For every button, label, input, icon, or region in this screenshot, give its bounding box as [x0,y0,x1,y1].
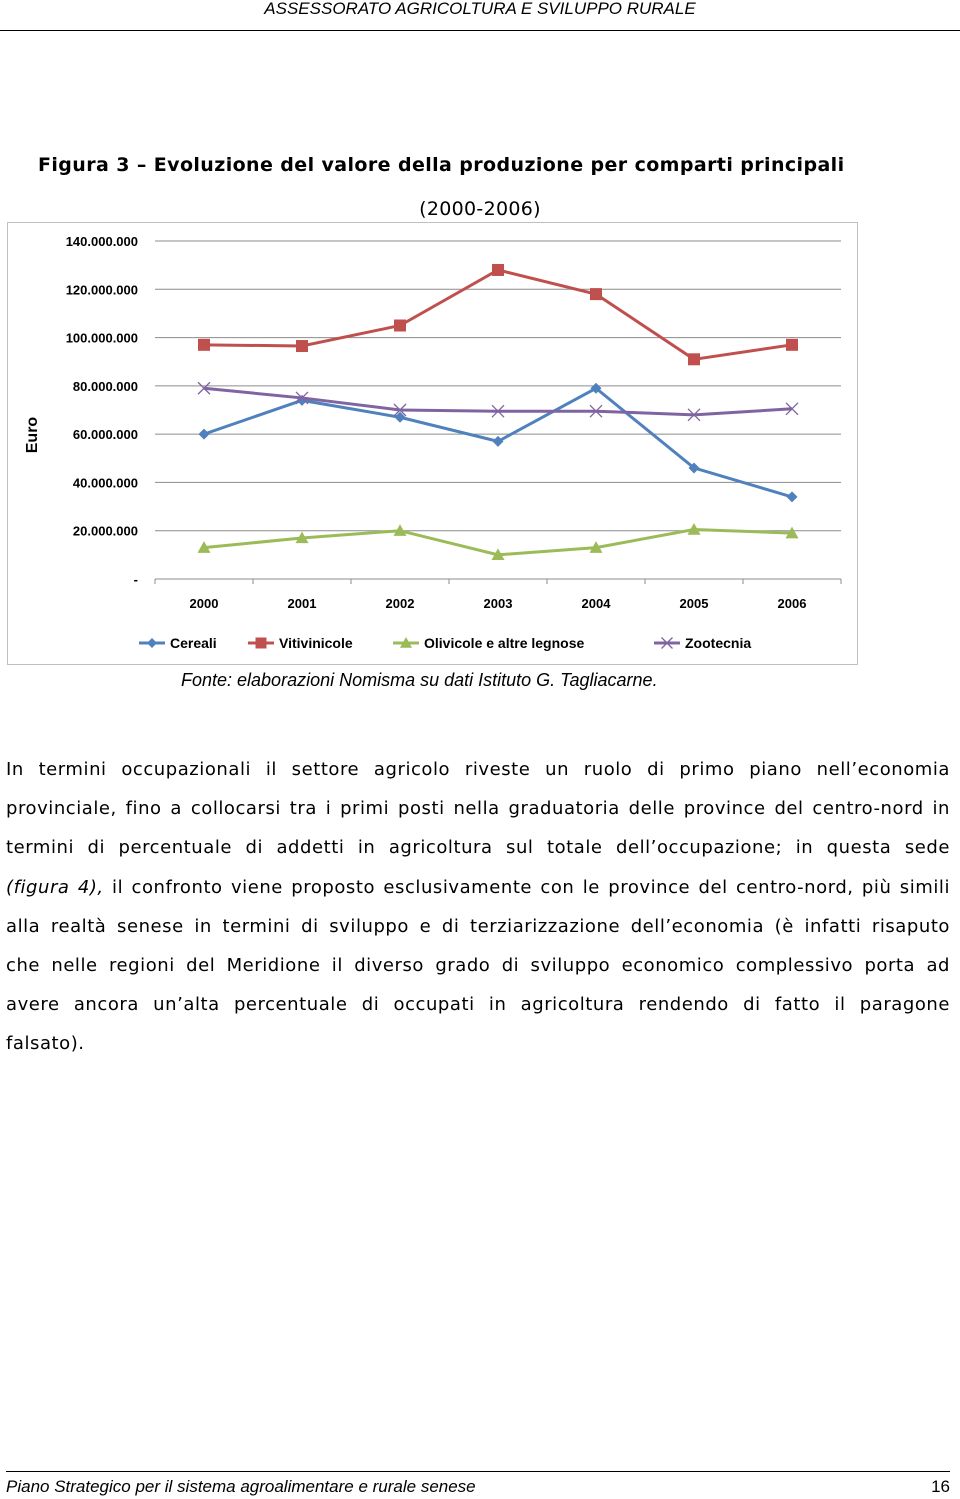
page-number: 16 [931,1477,950,1496]
legend-label: Zootecnia [685,635,752,651]
y-tick-label: 60.000.000 [72,427,138,443]
data-point [296,340,308,352]
y-tick-label: 80.000.000 [72,378,138,394]
series-line [204,270,792,359]
data-point [786,339,798,351]
x-tick-label: 2003 [483,596,513,611]
legend-marker [147,638,157,648]
x-tick-label: 2001 [287,596,317,611]
figure-title: Figura 3 – Evoluzione del valore della produzione per comparti principali [38,154,845,176]
y-tick-label: - [133,572,138,587]
data-point [787,491,798,502]
y-tick-label: 120.000.000 [65,282,138,298]
legend-label: Vitivinicole [279,635,353,651]
x-tick-label: 2004 [581,596,611,611]
data-point [492,264,504,276]
x-tick-label: 2000 [189,596,219,611]
paragraph-part2: il confronto viene proposto esclusivamente con le province del centro-nord, più simili alla realtà senese in termini di sviluppo e di terziarizzazione dell’economia (è infatti risaputo che nelle regioni del Meridione il diverso grado di sviluppo economico complessivo porta ad avere ancora un’alta percentuale di occupati in agricoltura rendendo di fatto il paragone falsato). [6,876,950,1055]
x-tick-label: 2005 [679,596,709,611]
paragraph-part1: In termini occupazionali il settore agricolo riveste un ruolo di primo piano nell’economia provinciale, fino a collocarsi tra i primi posti nella graduatoria delle province del centro-nord in termini di percentuale di addetti in agricoltura sul totale dell’occupazione; in questa sede [6,759,950,859]
y-tick-label: 100.000.000 [65,330,138,346]
x-tick-label: 2006 [777,596,807,611]
legend-marker [256,638,267,649]
legend-label: Olivicole e altre legnose [424,635,585,651]
header-title: ASSESSORATO AGRICOLTURA E SVILUPPO RURALE [264,0,696,18]
page-footer [6,1471,950,1499]
data-point [198,339,210,351]
body-paragraph [6,750,950,1064]
data-point [688,353,700,365]
line-chart [7,222,858,665]
data-point [590,288,602,300]
data-point [493,436,504,447]
data-point [394,320,406,332]
data-point [199,429,210,440]
y-axis-title: Euro [24,416,41,454]
figure-source: Fonte: elaborazioni Nomisma su dati Istituto G. Tagliacarne. [181,670,658,690]
y-tick-label: 40.000.000 [72,475,138,491]
page-header [0,0,960,31]
y-tick-label: 20.000.000 [72,523,138,539]
chart-svg [8,223,859,666]
paragraph-italic: (figura 4), [6,876,104,898]
y-tick-label: 140.000.000 [65,234,138,249]
figure-subtitle: (2000-2006) [419,198,541,220]
footer-title: Piano Strategico per il sistema agroalimentare e rurale senese [6,1477,476,1496]
legend-label: Cereali [170,635,217,651]
x-tick-label: 2002 [385,596,415,611]
